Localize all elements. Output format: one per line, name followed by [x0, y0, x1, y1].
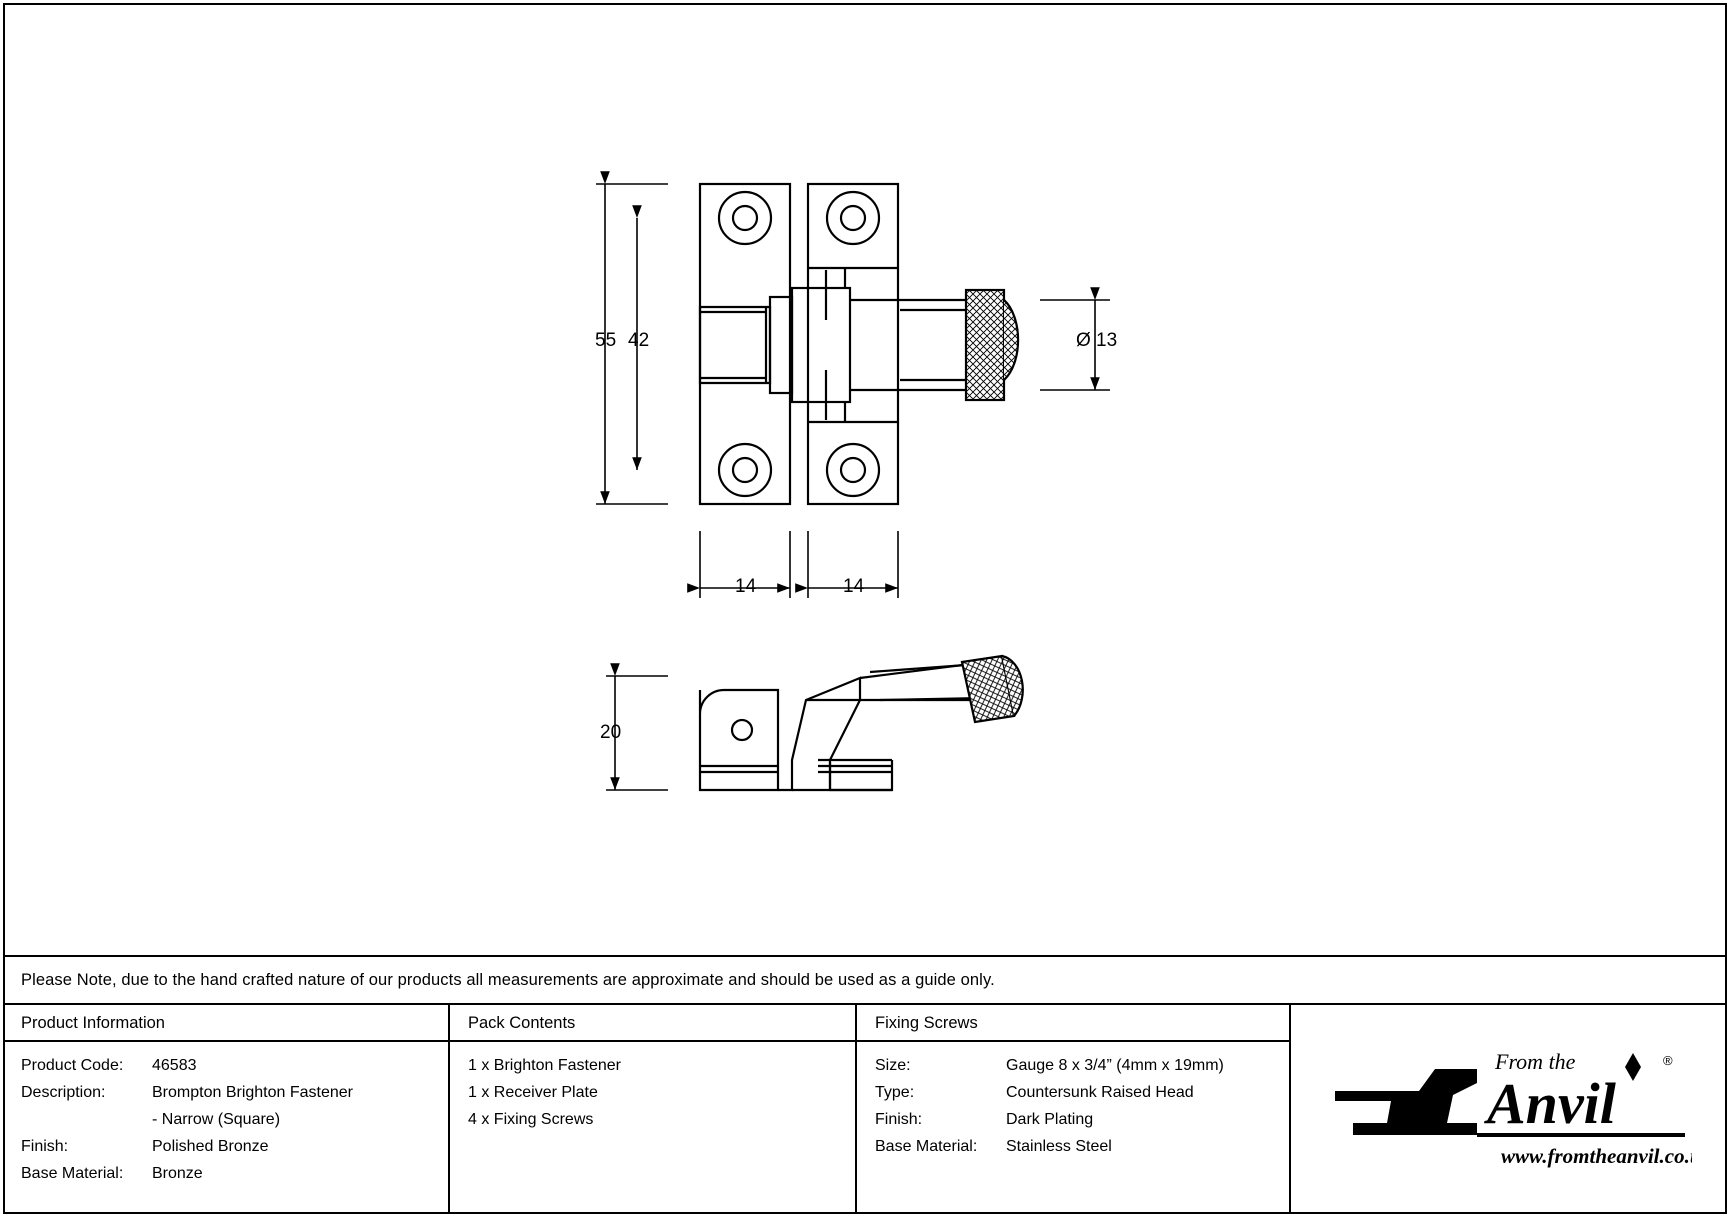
dimension-label-diameter-13: Ø 13 [1076, 330, 1118, 351]
knurled-knob-front [966, 290, 1018, 400]
description-key: Description: [21, 1084, 106, 1101]
logo-column [1291, 1005, 1727, 1214]
description-value-cont: - Narrow (Square) [152, 1111, 281, 1128]
screw-base-material-key: Base Material: [875, 1138, 978, 1155]
dimension-label-20: 20 [600, 722, 622, 743]
dimension-label-14-right: 14 [843, 576, 865, 597]
screw-size-value: Gauge 8 x 3/4” (4mm x 19mm) [1006, 1057, 1224, 1074]
list-item: 4 x Fixing Screws [468, 1111, 594, 1128]
product-information-column [3, 1005, 450, 1214]
dimension-label-55: 55 [595, 330, 617, 351]
description-value: Brompton Brighton Fastener [152, 1084, 353, 1101]
screw-type-key: Type: [875, 1084, 915, 1101]
product-information-heading-cell [3, 1005, 448, 1042]
screw-finish-value: Dark Plating [1006, 1111, 1094, 1128]
pack-contents-list [468, 1052, 621, 1133]
side-view [700, 660, 1002, 790]
base-material-key: Base Material: [21, 1165, 124, 1182]
screw-base-material-value: Stainless Steel [1006, 1138, 1112, 1155]
list-item: 1 x Brighton Fastener [468, 1057, 621, 1074]
note-row [3, 955, 1727, 1005]
logo-brand: Anvil [1487, 1071, 1616, 1136]
logo-top-line: From the [1495, 1049, 1576, 1074]
note-text: Please Note, due to the hand crafted nature of our products all measurements are approximate and should be used as a guide only. [21, 971, 995, 989]
fixing-screws-column [857, 1005, 1291, 1214]
fixing-screws-heading: Fixing Screws [875, 1014, 978, 1032]
dimension-label-14-left: 14 [735, 576, 757, 597]
anvil-icon [1335, 1069, 1477, 1135]
info-columns [3, 1005, 1727, 1214]
diamond-icon [1625, 1053, 1641, 1081]
pack-contents-column [450, 1005, 857, 1214]
logo-website: www.fromtheanvil.co.uk [1501, 1144, 1692, 1168]
list-item: 1 x Receiver Plate [468, 1084, 598, 1101]
knurled-knob-side [962, 656, 1023, 722]
base-material-value: Bronze [152, 1165, 203, 1182]
pack-contents-heading: Pack Contents [468, 1014, 576, 1032]
dimension-label-42: 42 [628, 330, 650, 351]
fixing-screws-heading-cell [857, 1005, 1289, 1042]
finish-value: Polished Bronze [152, 1138, 269, 1155]
product-code-key: Product Code: [21, 1057, 124, 1074]
registered-mark: ® [1663, 1053, 1673, 1068]
product-information-heading: Product Information [21, 1014, 165, 1032]
product-code-value: 46583 [152, 1057, 197, 1074]
info-table [3, 955, 1727, 1214]
finish-key: Finish: [21, 1138, 69, 1155]
screw-size-key: Size: [875, 1057, 911, 1074]
screw-finish-key: Finish: [875, 1111, 923, 1128]
screw-type-value: Countersunk Raised Head [1006, 1084, 1194, 1101]
brand-logo [1327, 1039, 1692, 1179]
pack-contents-heading-cell [450, 1005, 855, 1042]
